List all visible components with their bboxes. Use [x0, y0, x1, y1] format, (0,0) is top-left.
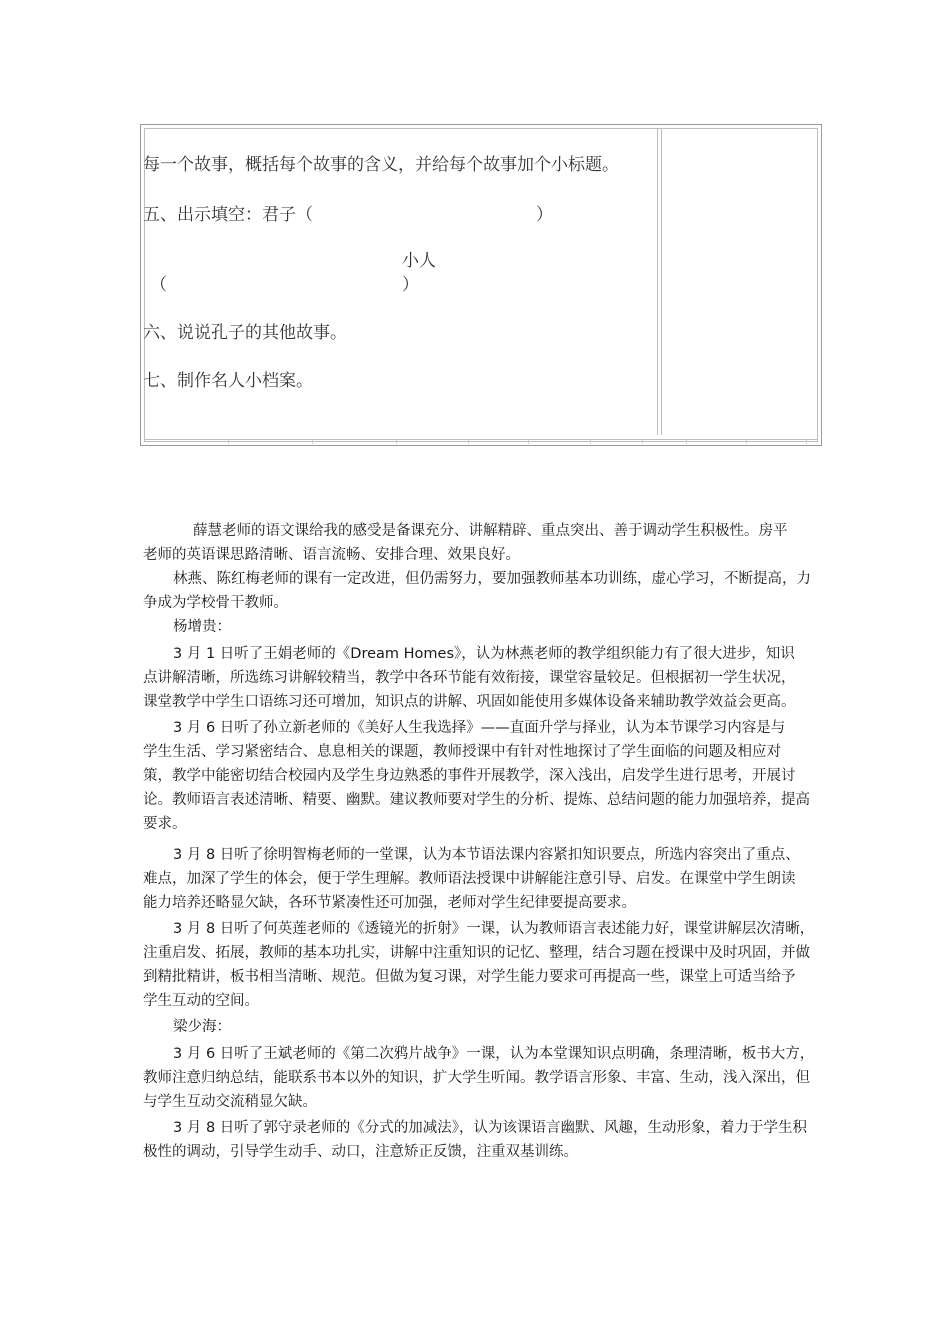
paragraph-line: 极性的调动，引导学生动手、动口，注意矫正反馈，注重双基训练。 [143, 1144, 578, 1160]
paragraph-xuehui [143, 519, 811, 567]
paragraph-line: 薛慧老师的语文课给我的感受是备课充分、讲解精辟、重点突出、善于调动学生积极性。房平 [193, 523, 788, 539]
paragraph-line: 3 月 8 日听了郭守录老师的《分式的加减法》，认为该课语言幽默、风趣，生动形象，着力于学生积 [173, 1120, 808, 1136]
paragraph-line: 注重启发、拓展，教师的基本功扎实，讲解中注重知识的记忆、整理，结合习题在授课中及时巩固，并做 [143, 945, 810, 961]
paragraph-linyan [143, 567, 811, 615]
paragraph-guoshoulu [143, 1116, 811, 1164]
paragraph-wangjuan [143, 642, 811, 714]
table-line-xiaoren: 小人 [402, 251, 436, 271]
table-line-6: 六、说说孔子的其他故事。 [143, 323, 347, 343]
paragraph-wangbin [143, 1042, 815, 1114]
paragraph-line: 要求。 [143, 816, 187, 832]
paragraph-line: 3 月 8 日听了徐明智梅老师的一堂课，认为本节语法课内容紧扣知识要点，所选内容突出了重点、 [173, 847, 800, 863]
paragraph-line: 难点，加深了学生的体会，便于学生理解。教师语法授课中讲解能注意引导、启发。在课堂中学生朗读 [143, 871, 796, 887]
paragraph-line: 论。教师语言表述清晰、精要、幽默。建议教师要对学生的分析、提炼、总结问题的能力加强培养，提高 [143, 792, 810, 808]
paragraph-line: 争成为学校骨干教师。 [143, 595, 288, 611]
table-line-1: 每一个故事，概括每个故事的含义，并给每个故事加个小标题。 [143, 155, 619, 175]
table-line-fill-blank-junzi-close: ） [536, 205, 553, 225]
paragraph-line: 3 月 1 日听了王娟老师的《Dream Homes》，认为林燕老师的教学组织能力有了很大进步，知识 [173, 646, 795, 662]
table-line-xiaoren-close: ） [402, 275, 419, 295]
paragraph-line: 老师的英语课思路清晰、语言流畅、安排合理、效果良好。 [143, 547, 520, 563]
paragraph-heyinglian [143, 917, 815, 1013]
paragraph-line: 到精批精讲，板书相当清晰、规范。但做为复习课，对学生能力要求可再提高一些，课堂上可适当给予 [143, 969, 796, 985]
paragraph-line: 3 月 6 日听了王斌老师的《第二次鸦片战争》一课，认为本堂课知识点明确，条理清晰，板书大方， [173, 1046, 815, 1062]
paragraph-line: 能力培养还略显欠缺，各环节紧凑性还可加强，老师对学生纪律要提高要求。 [143, 895, 636, 911]
table-line-7: 七、制作名人小档案。 [143, 371, 313, 391]
section-heading-yangzenggui [143, 615, 811, 639]
paragraph-line: 3 月 6 日听了孙立新老师的《美好人生我选择》——直面升学与择业，认为本节课学习内容是与 [173, 720, 786, 736]
paragraph-xumingzhimei [143, 843, 811, 915]
paragraph-line: 杨增贵： [173, 619, 231, 635]
table-bottom-row [145, 439, 817, 444]
paragraph-line: 课堂教学中学生口语练习还可增加，知识点的讲解、巩固如能使用多媒体设备来辅助教学效益会更高。 [143, 694, 796, 710]
table-cell-notes [661, 129, 820, 435]
table-inner-border [144, 128, 818, 442]
paragraph-line: 3 月 8 日听了何英莲老师的《透镜光的折射》一课，认为教师语言表述能力好，课堂讲解层次清晰， [173, 921, 815, 937]
paragraph-line: 学生生活、学习紧密结合、息息相关的课题，教师授课中有针对性地探讨了学生面临的问题及相应对 [143, 744, 781, 760]
paragraph-line: 林燕、陈红梅老师的课有一定改进，但仍需努力，要加强教师基本功训练，虚心学习，不断提高，力 [173, 571, 811, 587]
paragraph-sunlixin [143, 716, 811, 836]
table-line-fill-blank-junzi: 五、出示填空：君子（ [143, 205, 313, 225]
paragraph-line: 点讲解清晰，所选练习讲解较精当，教学中各环节能有效衔接，课堂容量较足。但根据初一学生状况， [143, 670, 796, 686]
paragraph-line: 教师注意归纳总结，能联系书本以外的知识，扩大学生听闻。教学语言形象、丰富、生动，浅入深出，但 [143, 1070, 810, 1086]
paragraph-line: 梁少海： [173, 1019, 231, 1035]
paragraph-line: 策，教学中能密切结合校园内及学生身边熟悉的事件开展教学，深入浅出，启发学生进行思考，开展讨 [143, 768, 796, 784]
paragraph-line: 学生互动的空间。 [143, 993, 259, 1009]
paragraph-line: 与学生互动交流稍显欠缺。 [143, 1094, 317, 1110]
table-line-xiaoren-open: （ [150, 275, 167, 295]
section-heading-liangshaohai [143, 1015, 811, 1039]
